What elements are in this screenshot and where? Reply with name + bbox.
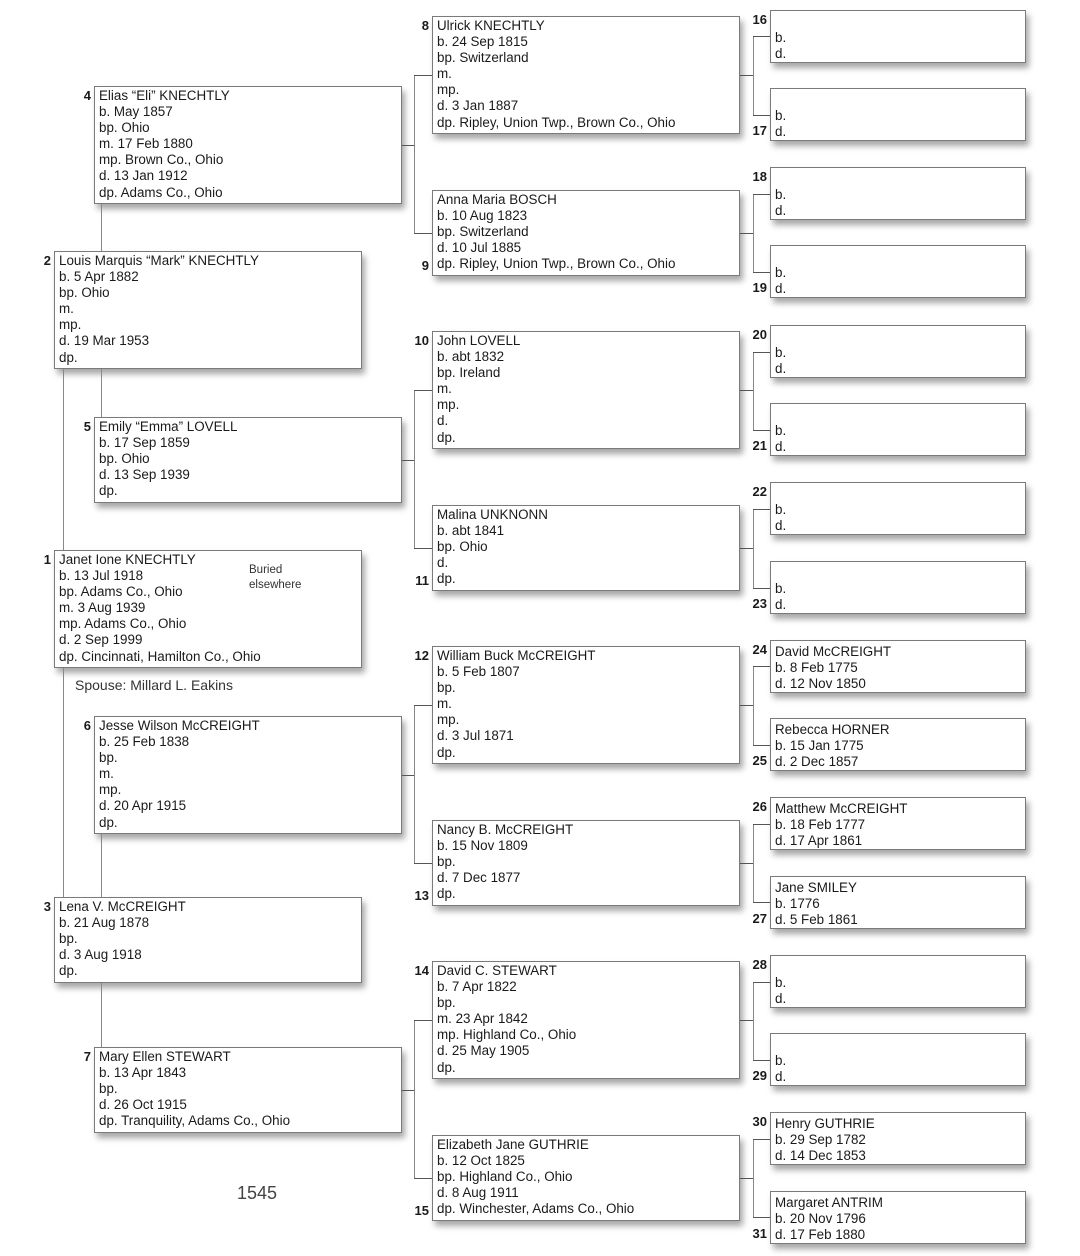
person-box-18 — [770, 167, 1026, 220]
person-detail: dp. — [437, 571, 456, 587]
person-detail: mp. Highland Co., Ohio — [437, 1027, 577, 1043]
connector-line — [753, 824, 770, 825]
person-box-30 — [770, 1112, 1026, 1165]
person-number: 18 — [752, 169, 767, 184]
person-number: 26 — [752, 799, 767, 814]
person-detail: bp. — [437, 854, 456, 870]
person-detail: dp. Cincinnati, Hamilton Co., Ohio — [59, 648, 261, 664]
person-name: Margaret ANTRIM — [775, 1195, 883, 1210]
person-name: Matthew McCREIGHT — [775, 801, 908, 816]
person-detail: d. 17 Apr 1861 — [775, 833, 863, 849]
person-box-7 — [94, 1047, 402, 1133]
person-detail: bp. Ohio — [59, 285, 110, 301]
person-number: 4 — [83, 88, 91, 103]
person-number: 2 — [43, 253, 51, 268]
connector-line — [414, 1178, 432, 1179]
connector-line — [101, 369, 102, 417]
person-name — [775, 249, 1021, 265]
person-detail: dp. — [437, 886, 456, 902]
person-detail: b. — [775, 187, 787, 202]
connector-line — [414, 548, 432, 549]
person-detail: b. 15 Jan 1775 — [775, 738, 864, 754]
person-detail: mp. Brown Co., Ohio — [99, 152, 224, 168]
connector-line — [740, 1020, 753, 1021]
person-detail: d. 13 Sep 1939 — [99, 467, 190, 483]
person-detail: b. 29 Sep 1782 — [775, 1132, 866, 1148]
person-detail: b. 18 Feb 1777 — [775, 817, 866, 833]
person-detail: d. — [775, 1069, 787, 1085]
person-number: 11 — [415, 573, 429, 588]
connector-line — [402, 460, 414, 461]
person-number: 7 — [83, 1049, 91, 1064]
person-box-31 — [770, 1191, 1026, 1244]
connector-line — [402, 1090, 414, 1091]
connector-line — [753, 1139, 754, 1217]
person-name — [775, 486, 1021, 502]
connector-line — [753, 588, 770, 589]
connector-line — [414, 863, 432, 864]
person-detail: d. — [775, 518, 787, 534]
person-number: 23 — [752, 596, 767, 611]
person-box-13 — [432, 820, 740, 906]
connector-line — [753, 824, 754, 902]
person-number: 30 — [752, 1114, 767, 1129]
person-box-9 — [432, 190, 740, 276]
person-detail: d. 3 Aug 1918 — [59, 947, 142, 963]
person-detail: dp. — [99, 814, 118, 830]
person-detail: m. 23 Apr 1842 — [437, 1011, 528, 1027]
person-name: Henry GUTHRIE — [775, 1116, 875, 1131]
person-box-4 — [94, 86, 402, 204]
person-detail: bp. — [437, 680, 456, 696]
person-detail: bp. Highland Co., Ohio — [437, 1169, 573, 1185]
connector-line — [753, 1139, 770, 1140]
connector-line — [753, 352, 770, 353]
person-detail: b. 5 Feb 1807 — [437, 664, 520, 680]
person-box-21 — [770, 403, 1026, 456]
person-detail: mp. — [437, 712, 460, 728]
person-box-24 — [770, 640, 1026, 693]
connector-line — [753, 1060, 770, 1061]
person-detail: d. 3 Jul 1871 — [437, 728, 514, 744]
person-detail: dp. Winchester, Adams Co., Ohio — [437, 1201, 635, 1217]
connector-line — [414, 75, 432, 76]
person-detail: b. — [775, 502, 787, 517]
person-name: Jane SMILEY — [775, 880, 857, 895]
person-detail: d. 14 Dec 1853 — [775, 1148, 866, 1164]
person-number: 15 — [414, 1203, 429, 1218]
person-detail: m. — [59, 301, 74, 317]
person-number: 12 — [414, 648, 429, 663]
person-name: William Buck McCREIGHT — [437, 648, 596, 663]
person-name — [775, 565, 1021, 581]
person-box-8 — [432, 16, 740, 134]
person-detail: bp. Ohio — [437, 539, 488, 555]
person-detail: dp. — [437, 1059, 456, 1075]
connector-line — [740, 233, 753, 234]
person-detail: bp. Switzerland — [437, 50, 529, 66]
person-name — [775, 171, 1021, 187]
person-detail: d. 19 Mar 1953 — [59, 333, 150, 349]
connector-line — [753, 272, 770, 273]
person-detail: b. — [775, 345, 787, 360]
connector-line — [740, 863, 753, 864]
person-detail: b. abt 1841 — [437, 523, 505, 539]
connector-line — [402, 775, 414, 776]
person-name: Mary Ellen STEWART — [99, 1049, 231, 1064]
person-box-23 — [770, 561, 1026, 614]
person-number: 20 — [752, 327, 767, 342]
person-box-10 — [432, 331, 740, 449]
person-box-15 — [432, 1135, 740, 1221]
person-detail: d. — [437, 555, 449, 571]
person-number: 16 — [752, 12, 767, 27]
person-detail: mp. — [59, 317, 82, 333]
connector-line — [414, 390, 415, 548]
connector-line — [753, 745, 770, 746]
connector-line — [414, 705, 432, 706]
connector-line — [740, 75, 753, 76]
person-name: Malina UNKNONN — [437, 507, 548, 522]
person-name: Anna Maria BOSCH — [437, 192, 557, 207]
person-name: Elias “Eli” KNECHTLY — [99, 88, 230, 103]
person-name: David C. STEWART — [437, 963, 557, 978]
connector-line — [402, 145, 414, 146]
person-name — [775, 92, 1021, 108]
person-detail: b. — [775, 30, 787, 45]
person-detail: bp. Switzerland — [437, 224, 529, 240]
person-detail: d. 5 Feb 1861 — [775, 912, 858, 928]
connector-line — [753, 194, 770, 195]
person-detail: mp. — [437, 397, 460, 413]
person-detail: dp. Adams Co., Ohio — [99, 184, 223, 200]
person-name: John LOVELL — [437, 333, 521, 348]
person-detail: bp. Ohio — [99, 451, 150, 467]
person-detail: b. 25 Feb 1838 — [99, 734, 190, 750]
person-box-6 — [94, 716, 402, 834]
person-detail: m. — [437, 696, 452, 712]
person-detail: dp. — [99, 483, 118, 499]
person-box-28 — [770, 955, 1026, 1008]
connector-line — [753, 194, 754, 272]
person-detail: b. 5 Apr 1882 — [59, 269, 139, 285]
person-detail: m. 3 Aug 1939 — [59, 600, 146, 616]
person-name — [775, 1037, 1021, 1053]
person-name: David McCREIGHT — [775, 644, 892, 659]
person-box-12 — [432, 646, 740, 764]
person-name: Janet Ione KNECHTLY — [59, 552, 196, 567]
connector-line — [753, 982, 754, 1060]
person-detail: bp. — [437, 995, 456, 1011]
person-number: 31 — [752, 1226, 767, 1241]
person-detail: b. — [775, 108, 787, 123]
person-detail: b. May 1857 — [99, 104, 173, 120]
person-box-14 — [432, 961, 740, 1079]
connector-line — [63, 668, 64, 897]
person-name: Louis Marquis “Mark” KNECHTLY — [59, 253, 259, 268]
person-detail: d. 2 Dec 1857 — [775, 754, 859, 770]
person-detail: b. — [775, 975, 787, 990]
person-number: 14 — [414, 963, 429, 978]
person-box-17 — [770, 88, 1026, 141]
person-detail: b. 13 Jul 1918 — [59, 568, 144, 584]
person-number: 10 — [414, 333, 429, 348]
person-name: Elizabeth Jane GUTHRIE — [437, 1137, 589, 1152]
person-number: 27 — [752, 911, 767, 926]
connector-line — [63, 369, 64, 550]
person-detail: bp. Ireland — [437, 365, 501, 381]
person-detail: dp. — [59, 963, 78, 979]
person-number: 29 — [752, 1068, 767, 1083]
connector-line — [753, 36, 770, 37]
person-detail: dp. — [437, 744, 456, 760]
person-box-3 — [54, 897, 362, 983]
burial-note-line: elsewhere — [249, 578, 302, 591]
person-detail: b. — [775, 265, 787, 280]
person-number: 24 — [752, 642, 767, 657]
person-detail: d. 7 Dec 1877 — [437, 870, 521, 886]
person-box-1 — [54, 550, 362, 668]
connector-line — [753, 666, 754, 745]
person-number: 3 — [43, 899, 51, 914]
person-box-25 — [770, 718, 1026, 771]
person-detail: dp. Ripley, Union Twp., Brown Co., Ohio — [437, 114, 676, 130]
person-detail: b. — [775, 423, 787, 438]
person-detail: b. 10 Aug 1823 — [437, 208, 528, 224]
person-name: Rebecca HORNER — [775, 722, 890, 737]
person-detail: b. 13 Apr 1843 — [99, 1065, 187, 1081]
person-detail: bp. Adams Co., Ohio — [59, 584, 183, 600]
person-detail: d. 10 Jul 1885 — [437, 240, 522, 256]
person-detail: dp. Tranquility, Adams Co., Ohio — [99, 1113, 291, 1129]
person-detail: d. 12 Nov 1850 — [775, 676, 866, 692]
person-detail: b. 1776 — [775, 896, 820, 912]
person-number: 19 — [752, 280, 767, 295]
person-detail: d. 3 Jan 1887 — [437, 98, 519, 114]
connector-line — [740, 705, 753, 706]
connector-line — [753, 509, 770, 510]
connector-line — [753, 982, 770, 983]
person-detail: d. — [775, 281, 787, 297]
person-box-22 — [770, 482, 1026, 535]
connector-line — [414, 1020, 415, 1178]
person-name: Lena V. McCREIGHT — [59, 899, 186, 914]
person-box-5 — [94, 417, 402, 503]
person-detail: m. — [437, 381, 452, 397]
person-detail: mp. — [99, 782, 122, 798]
person-detail: bp. — [99, 750, 118, 766]
person-detail: b. 24 Sep 1815 — [437, 34, 528, 50]
person-detail: d. 17 Feb 1880 — [775, 1227, 866, 1243]
person-detail: b. 21 Aug 1878 — [59, 915, 150, 931]
person-detail: mp. Adams Co., Ohio — [59, 616, 187, 632]
person-number: 21 — [752, 438, 767, 453]
person-detail: d. 25 May 1905 — [437, 1043, 530, 1059]
person-number: 17 — [752, 123, 767, 138]
connector-line — [414, 705, 415, 863]
person-detail: d. — [775, 46, 787, 62]
connector-line — [414, 390, 432, 391]
person-detail: d. 8 Aug 1911 — [437, 1185, 519, 1201]
connector-line — [753, 430, 770, 431]
person-detail: m. — [99, 766, 114, 782]
spouse-label: Spouse: Millard L. Eakins — [75, 677, 233, 693]
person-detail: bp. — [59, 931, 78, 947]
person-number: 22 — [752, 484, 767, 499]
burial-note — [249, 563, 301, 592]
person-name — [775, 959, 1021, 975]
person-detail: b. 8 Feb 1775 — [775, 660, 858, 676]
person-box-19 — [770, 245, 1026, 298]
person-detail: mp. — [437, 82, 460, 98]
connector-line — [753, 509, 754, 588]
person-detail: d. 13 Jan 1912 — [99, 168, 188, 184]
connector-line — [414, 1020, 432, 1021]
connector-line — [753, 36, 754, 115]
person-name — [775, 329, 1021, 345]
person-number: 25 — [752, 753, 767, 768]
connector-line — [753, 1217, 770, 1218]
person-number: 5 — [83, 419, 91, 434]
page-number: 1545 — [237, 1183, 278, 1203]
person-detail: b. 15 Nov 1809 — [437, 838, 528, 854]
person-box-26 — [770, 797, 1026, 850]
person-name: Emily “Emma” LOVELL — [99, 419, 238, 434]
connector-line — [740, 1178, 753, 1179]
person-number: 28 — [752, 957, 767, 972]
person-box-11 — [432, 505, 740, 591]
person-number: 8 — [421, 18, 429, 33]
burial-note-line: Buried — [249, 564, 283, 576]
person-detail: d. 20 Apr 1915 — [99, 798, 187, 814]
person-detail: bp. — [99, 1081, 118, 1097]
person-name: Nancy B. McCREIGHT — [437, 822, 574, 837]
person-detail: dp. — [59, 349, 78, 365]
person-number: 9 — [421, 258, 429, 273]
person-detail: d. — [775, 597, 787, 613]
connector-line — [740, 548, 753, 549]
person-box-27 — [770, 876, 1026, 929]
connector-line — [101, 983, 102, 1047]
person-detail: d. — [437, 413, 449, 429]
connector-line — [753, 352, 754, 430]
person-detail: m. 17 Feb 1880 — [99, 136, 193, 152]
person-number: 1 — [43, 552, 51, 567]
connector-line — [740, 390, 753, 391]
person-box-20 — [770, 325, 1026, 378]
person-box-29 — [770, 1033, 1026, 1086]
person-detail: b. 20 Nov 1796 — [775, 1211, 866, 1227]
person-detail: d. — [775, 361, 787, 377]
person-detail: m. — [437, 66, 452, 82]
person-detail: d. — [775, 991, 787, 1007]
person-detail: d. 2 Sep 1999 — [59, 632, 143, 648]
person-number: 6 — [83, 718, 91, 733]
person-detail: d. — [775, 203, 787, 219]
connector-line — [753, 902, 770, 903]
person-name — [775, 407, 1021, 423]
person-detail: b. — [775, 581, 787, 596]
person-detail: b. — [775, 1053, 787, 1068]
connector-line — [753, 115, 770, 116]
person-detail: bp. Ohio — [99, 120, 150, 136]
person-detail: dp. Ripley, Union Twp., Brown Co., Ohio — [437, 256, 676, 272]
person-name: Ulrick KNECHTLY — [437, 18, 545, 33]
person-detail: b. 12 Oct 1825 — [437, 1153, 525, 1169]
person-name: Jesse Wilson McCREIGHT — [99, 718, 260, 733]
person-box-2 — [54, 251, 362, 369]
person-box-16 — [770, 10, 1026, 63]
connector-line — [753, 666, 770, 667]
connector-line — [101, 204, 102, 251]
person-detail: d. 26 Oct 1915 — [99, 1097, 187, 1113]
person-detail: b. 7 Apr 1822 — [437, 979, 517, 995]
person-name — [775, 14, 1021, 30]
person-detail: d. — [775, 439, 787, 455]
connector-line — [101, 834, 102, 897]
person-detail: b. 17 Sep 1859 — [99, 435, 190, 451]
connector-line — [414, 233, 432, 234]
person-detail: d. — [775, 124, 787, 140]
person-number: 13 — [414, 888, 429, 903]
person-detail: dp. — [437, 429, 456, 445]
person-detail: b. abt 1832 — [437, 349, 505, 365]
connector-line — [414, 75, 415, 233]
